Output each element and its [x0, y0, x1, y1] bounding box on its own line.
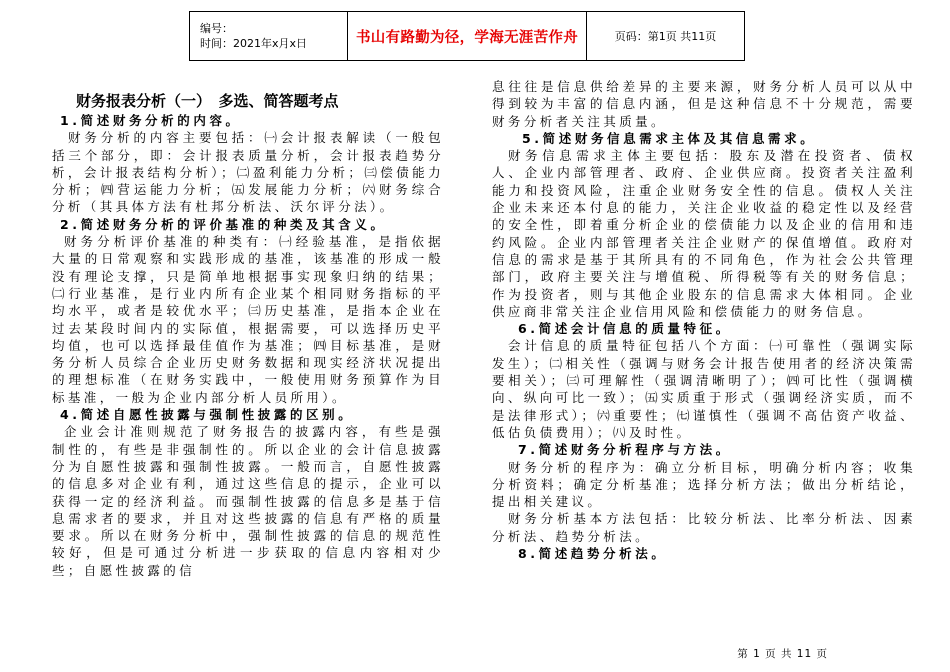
serial-number-label: 编号： [200, 22, 233, 35]
left-column [52, 112, 444, 579]
paragraph: 财务分析的程序为：确立分析目标，明确分析内容；收集分析资料；确定分析基准；选择分析方法；做出分析结论，提出相关建议。 [492, 459, 916, 510]
section-heading: 6.简述会计信息的质量特征。 [518, 321, 732, 337]
section-heading: 2.简述财务分析的评价基准的种类及其含义。 [60, 216, 387, 232]
paragraph: 企业会计准则规范了财务报告的披露内容，有些是强制性的，有些是非强制性的。所以企业的会计信息披露分为自愿性披露和强制性披露。一般而言，自愿性披露的信息多对企业有利，通过这些信息的提示，企业可以获得一定的经济利益。而强制性披露的信息多是基于信息需求者的要求，并且对这些披露的信息有严格的质量要求。所以在财务分析中，强制性披露的信息的规范性较好，但是可通过分析进一步获取的信息内容相对少些；自愿性披露的信 [52, 424, 444, 578]
section-heading: 8.简述趋势分析法。 [518, 546, 668, 562]
paragraph: 财务分析评价基准的种类有：㈠经验基准，是指依据大量的日常观察和实践形成的基准，该基准的形成一般没有理论支撑，只是简单地根据事实现象归纳的结果；㈡行业基准，是行业内所有企业某个相同财务指标的平均水平，或者是较优水平；㈢历史基准，是指本企业在过去某段时间内的实际值，根据需要，可以选择历史平均值，也可以选择最佳值作为基准；㈣目标基准，是财务分析人员综合企业历史财务数据和现实经济状况提出的理想标准（在财务实践中，一般使用财务预算作为目标基准，一般为企业内部分析人员所用）。 [52, 234, 444, 405]
paragraph: 会计信息的质量特征包括八个方面：㈠可靠性（强调实际发生）；㈡相关性（强调与财务会计报告使用者的经济决策需要相关）；㈢可理解性（强调清晰明了）；㈣可比性（强调横向、纵向可比一致）；㈤实质重于形式（强调经济实质，而不是法律形式）；㈥重要性；㈦谨慎性（强调不高估资产收益、低估负债费用）；㈧及时性。 [492, 338, 916, 440]
header-meta-cell [190, 12, 348, 61]
paragraph: 财务分析基本方法包括：比较分析法、比率分析法、因素分析法、趋势分析法。 [492, 511, 916, 544]
section-heading: 4.简述自愿性披露与强制性披露的区别。 [60, 407, 355, 423]
document-header [189, 11, 745, 61]
header-page-info: 页码：第1页 共11页 [587, 12, 745, 61]
paragraph: 财务分析的内容主要包括：㈠会计报表解读（一般包括三个部分，即：会计报表质量分析，会计报表趋势分析，会计报表结构分析）；㈡盈利能力分析；㈢偿债能力分析；㈣营运能力分析；㈤发展能力分析；㈥财务综合分析（其具体方法有杜邦分析法、沃尔评分法）。 [52, 130, 444, 215]
section-heading: 7.简述财务分析程序与方法。 [518, 442, 732, 458]
paragraph: 息往往是信息供给差异的主要来源，财务分析人员可以从中得到较为丰富的信息内涵，但是这种信息不十分规范，需要财务分析者关注其质量。 [492, 79, 916, 129]
page-title: 财务报表分析（一） 多选、简答题考点 [76, 92, 339, 110]
section-heading: 1.简述财务分析的内容。 [60, 113, 242, 128]
right-column [492, 78, 916, 562]
header-motto: 书山有路勤为径，学海无涯苦作舟 [348, 12, 587, 61]
paragraph: 财务信息需求主体主要包括：股东及潜在投资者、债权人、企业内部管理者、政府、企业供应商。投资者关注盈利能力和投资风险，注重企业财务安全性的信息。债权人关注企业未来还本付息的能力，关注企业收益的稳定性以及经营的安全性，即着重分析企业的偿债能力以及企业的信用和违约风险。企业内部管理者关注企业财产的保值增值。政府对信息的需求是基于其所具有的不同角色，作为社会公共管理部门，政府主要关注与增值税、所得税等有关的财务信息；作为投资者，则与其他企业股东的信息需求大体相同。企业供应商非常关注企业信用风险和偿债能力的财务信息。 [492, 148, 916, 319]
date-label: 时间：2021年x月x日 [200, 37, 308, 50]
section-heading: 5.简述财务信息需求主体及其信息需求。 [522, 130, 817, 146]
footer-page-number: 第 1 页 共 11 页 [737, 648, 828, 660]
